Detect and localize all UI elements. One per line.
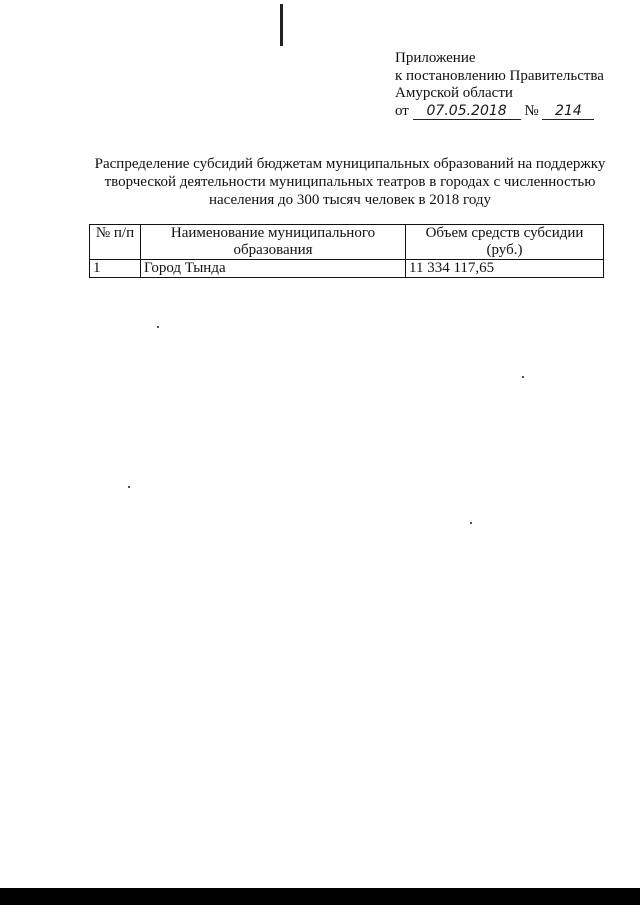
- handwritten-date: 07.05.2018: [413, 104, 521, 120]
- header-amount-line-1: Объем средств субсидии: [425, 225, 584, 241]
- row-amount: 11 334 117,65: [406, 260, 604, 278]
- header-amount: [406, 225, 604, 260]
- scan-speck: [157, 326, 159, 328]
- title-line-2: творческой деятельности муниципальных театров в городах с численностью: [104, 174, 596, 190]
- scan-speck: [522, 376, 524, 378]
- header-number: № п/п: [90, 225, 141, 260]
- header-municipality-line-2: образования: [233, 242, 313, 258]
- scan-speck: [128, 486, 130, 488]
- appendix-label: Приложение: [395, 50, 476, 66]
- title-line-1: Распределение субсидий бюджетам муниципальных образований на поддержку: [94, 156, 606, 172]
- row-number: 1: [90, 260, 141, 278]
- title-line-3: населения до 300 тысяч человек в 2018 году: [208, 192, 492, 208]
- appendix-header: [395, 50, 604, 120]
- header-municipality: [141, 225, 406, 260]
- number-prefix: №: [524, 102, 539, 119]
- appendix-date-number-line: [395, 103, 604, 121]
- table-row: [90, 260, 604, 278]
- row-municipality: Город Тында: [141, 260, 406, 278]
- subsidy-table: [89, 224, 604, 278]
- appendix-region: Амурской области: [395, 85, 513, 101]
- header-amount-line-2: (руб.): [486, 242, 523, 258]
- date-prefix: от: [395, 102, 409, 119]
- appendix-decree-reference: к постановлению Правительства: [395, 67, 604, 84]
- scan-artifact-mark: [280, 4, 283, 46]
- document-title: [85, 155, 615, 209]
- header-municipality-line-1: Наименование муниципального: [170, 225, 376, 241]
- table-header-row: [90, 225, 604, 260]
- handwritten-number: 214: [542, 104, 594, 120]
- scan-bottom-border: [0, 888, 640, 905]
- scan-speck: [470, 522, 472, 524]
